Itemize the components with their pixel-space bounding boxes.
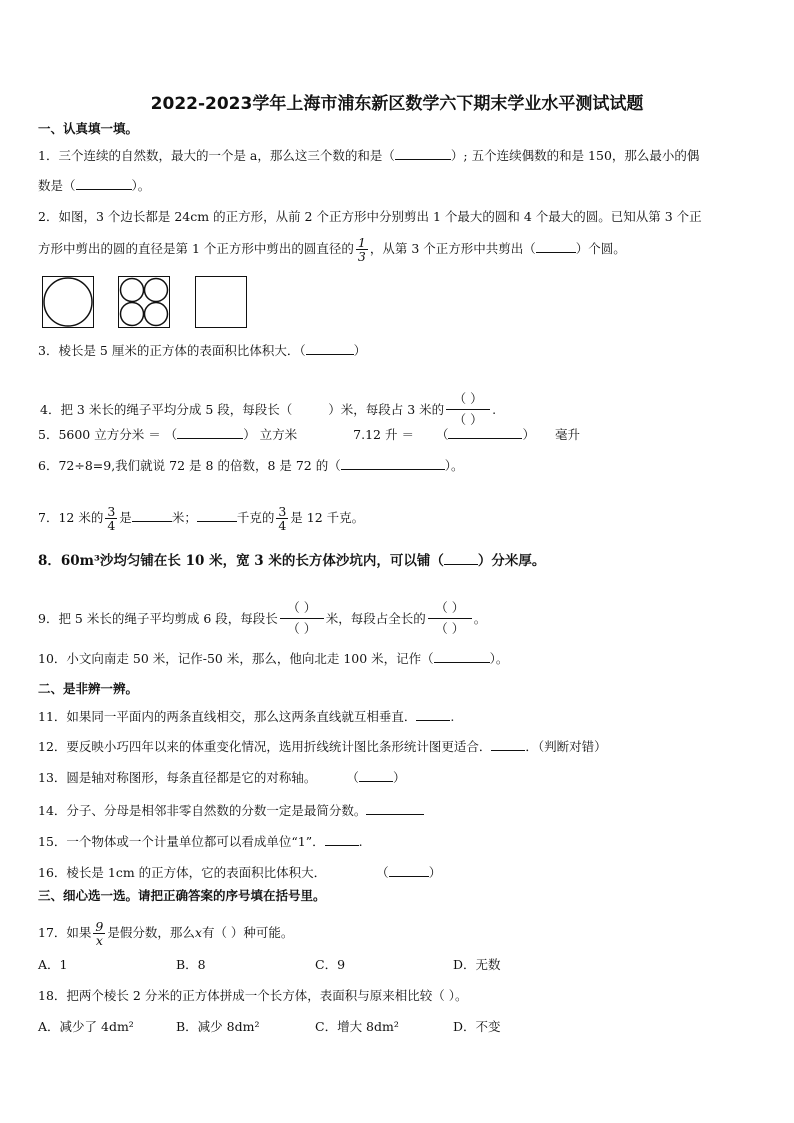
section-heading-3: 三、细心选一选。请把正确答案的序号填在括号里。 — [38, 888, 326, 903]
question-9 — [38, 598, 486, 639]
q16-blank[interactable] — [389, 864, 429, 877]
q17-option-a[interactable]: A．1 — [38, 957, 68, 972]
question-10 — [38, 650, 508, 667]
q8-blank[interactable] — [444, 552, 478, 565]
q4-text-c: . — [492, 402, 497, 417]
q9-text-c: 。 — [473, 611, 487, 626]
square-3-empty — [195, 276, 247, 328]
q6-blank[interactable] — [341, 457, 445, 470]
q16-text-a: 16．棱长是 1cm 的正方体，它的表面积比体积大． — [38, 865, 327, 880]
q5-blank-1[interactable] — [177, 426, 243, 439]
q6-text-b: ）。 — [444, 458, 464, 473]
question-18: 18．把两个棱长 2 分米的正方体拼成一个长方体，表面积与原来相比较（ ）。 — [38, 988, 468, 1003]
question-4 — [40, 389, 496, 430]
q11-blank[interactable] — [416, 708, 450, 721]
q2-frac-num: 1 — [357, 235, 366, 250]
q17-frac-num: 9 — [95, 919, 104, 934]
q17-text-b: 是假分数，那么 — [107, 925, 195, 940]
q17-option-d[interactable]: D．无数 — [453, 957, 501, 972]
q2-frac-den: 3 — [357, 249, 366, 264]
q1-blank-1[interactable] — [395, 147, 451, 160]
q17-frac-den: x — [95, 933, 103, 948]
q9-fraction-1 — [280, 598, 324, 639]
square-1-one-circle — [42, 276, 94, 328]
question-1-line-2 — [38, 177, 150, 194]
q8-text-a: 8．60m³沙均匀铺在长 10 米，宽 3 米的长方体沙坑内，可以铺（ — [38, 553, 444, 569]
q4-frac-num[interactable]: （ ） — [446, 389, 490, 410]
section-heading-1: 一、认真填一填。 — [38, 121, 139, 136]
q5-text-f: 毫升 — [554, 427, 580, 442]
question-13 — [38, 769, 405, 786]
q17-option-c[interactable]: C．9 — [315, 957, 346, 972]
q7-frac1-num: 3 — [107, 504, 116, 519]
q7-frac1-den: 4 — [107, 518, 116, 533]
q7-text-e: 是 12 千克。 — [290, 510, 365, 525]
q9-text-b: 米，每段占全长的 — [325, 611, 426, 626]
q10-blank[interactable] — [434, 650, 490, 663]
question-17 — [38, 920, 293, 947]
q3-text-a: 3．棱长是 5 厘米的正方体的表面积比体积大．（ — [38, 343, 306, 358]
question-2-line-2 — [38, 236, 626, 263]
q12-blank[interactable] — [491, 738, 525, 751]
q7-text-a: 7．12 米的 — [38, 510, 104, 525]
q4-text-a: 4．把 3 米长的绳子平均分成 5 段，每段长（ — [40, 402, 293, 417]
q7-blank-2[interactable] — [197, 509, 237, 522]
q13-text-c: ） — [392, 770, 406, 785]
q11-text-b: . — [450, 709, 455, 724]
question-6 — [38, 457, 463, 474]
q9-frac2-num[interactable]: （ ） — [428, 598, 472, 619]
q5-text-b: ） 立方米 — [243, 427, 298, 442]
q10-text-a: 10．小文向南走 50 米，记作-50 米，那么，他向北走 100 米，记作（ — [38, 651, 434, 666]
q2-text-b: 方形中剪出的圆的直径是第 1 个正方形中剪出的圆直径的 — [38, 241, 354, 256]
q15-blank[interactable] — [325, 833, 359, 846]
q4-frac-den[interactable]: （ ） — [453, 412, 483, 427]
question-8 — [38, 552, 545, 569]
q9-frac2-den[interactable]: （ ） — [435, 621, 465, 636]
q7-text-c: 米； — [171, 510, 197, 525]
q2-text-c: ，从第 3 个正方形中共剪出（ — [369, 241, 536, 256]
q5-text-c: 7.12 升 ＝ — [353, 427, 414, 442]
q17-fraction — [93, 920, 105, 947]
q7-frac2-num: 3 — [278, 504, 287, 519]
question-12 — [38, 738, 607, 755]
q16-text-c: ） — [428, 865, 442, 880]
q18-option-d[interactable]: D．不变 — [453, 1019, 501, 1034]
q5-text-e: ） — [522, 427, 535, 442]
q1-text-a: 1．三个连续的自然数，最大的一个是 a，那么这三个数的和是（ — [38, 148, 395, 163]
q2-blank[interactable] — [536, 240, 576, 253]
q12-text-b: ．（判断对错） — [525, 739, 607, 754]
q9-frac1-num[interactable]: （ ） — [280, 598, 324, 619]
q4-text-b: ）米，每段占 3 米的 — [328, 402, 445, 417]
q5-text-a: 5．5600 立方分米 ＝ （ — [38, 427, 178, 442]
q8-text-b: ）分米厚。 — [477, 553, 546, 569]
question-16 — [38, 864, 441, 881]
q11-text-a: 11．如果同一平面内的两条直线相交，那么这两条直线就互相垂直． — [38, 709, 417, 724]
q4-fraction — [446, 389, 490, 430]
section-heading-2: 二、是非辨一辨。 — [38, 681, 139, 696]
q3-text-b: ） — [353, 343, 367, 358]
q9-text-a: 9．把 5 米长的绳子平均剪成 6 段，每段长 — [38, 611, 278, 626]
q13-blank[interactable] — [359, 769, 393, 782]
q14-blank[interactable] — [366, 802, 424, 815]
q18-option-a[interactable]: A．减少了 4dm² — [38, 1019, 134, 1034]
q7-blank-1[interactable] — [132, 509, 172, 522]
q7-fraction-2 — [276, 505, 288, 532]
q7-fraction-1 — [105, 505, 117, 532]
q9-frac1-den[interactable]: （ ） — [287, 621, 317, 636]
q1-blank-2[interactable] — [76, 177, 132, 190]
q14-text-a: 14．分子、分母是相邻非零自然数的分数一定是最简分数。 — [38, 803, 367, 818]
q7-text-d: 千克的 — [236, 510, 275, 525]
q16-text-b: （ — [376, 865, 389, 880]
q3-blank[interactable] — [306, 342, 354, 355]
q13-text-b: （ — [346, 770, 359, 785]
q17-text-c: 有（ ）种可能。 — [201, 925, 294, 940]
q9-fraction-2 — [428, 598, 472, 639]
question-1-line-1 — [38, 147, 699, 164]
q2-fraction — [356, 236, 368, 263]
q18-option-b[interactable]: B．减少 8dm² — [176, 1019, 260, 1034]
square-2-four-circles — [118, 276, 170, 328]
q5-blank-2[interactable] — [448, 426, 522, 439]
question-2-line-1: 2．如图，3 个边长都是 24cm 的正方形，从前 2 个正方形中分别剪出 1 个最大的圆和 4 个最大的圆。已知从第 3 个正 — [38, 209, 702, 224]
q12-text-a: 12．要反映小巧四年以来的体重变化情况，选用折线统计图比条形统计图更适合． — [38, 739, 492, 754]
q17-var: x — [194, 925, 202, 940]
q15-text-a: 15．一个物体或一个计量单位都可以看成单位“1”． — [38, 834, 325, 849]
q6-text-a: 6．72÷8=9,我们就说 72 是 8 的倍数，8 是 72 的（ — [38, 458, 341, 473]
q13-text-a: 13．圆是轴对称图形，每条直径都是它的对称轴。 — [38, 770, 317, 785]
q1-text-d: ）。 — [131, 178, 151, 193]
q17-text-a: 17．如果 — [38, 925, 92, 940]
question-14 — [38, 802, 424, 819]
page-title: 2022-2023学年上海市浦东新区数学六下期末学业水平测试试题 — [150, 94, 644, 114]
q15-text-b: . — [358, 834, 363, 849]
q5-text-d: （ — [435, 427, 449, 442]
q7-text-b: 是 — [119, 510, 132, 525]
question-3 — [38, 342, 366, 359]
q10-text-b: ）。 — [489, 651, 509, 666]
question-15 — [38, 833, 363, 850]
q17-option-b[interactable]: B．8 — [176, 957, 206, 972]
question-7 — [38, 505, 364, 532]
q7-frac2-den: 4 — [278, 518, 287, 533]
q1-text-b: ）; 五个连续偶数的和是 150，那么最小的偶 — [450, 148, 700, 163]
q18-option-c[interactable]: C．增大 8dm² — [315, 1019, 399, 1034]
question-11 — [38, 708, 454, 725]
question-5 — [38, 426, 580, 443]
q1-text-c: 数是（ — [38, 178, 76, 193]
q2-text-d: ）个圆。 — [575, 241, 626, 256]
